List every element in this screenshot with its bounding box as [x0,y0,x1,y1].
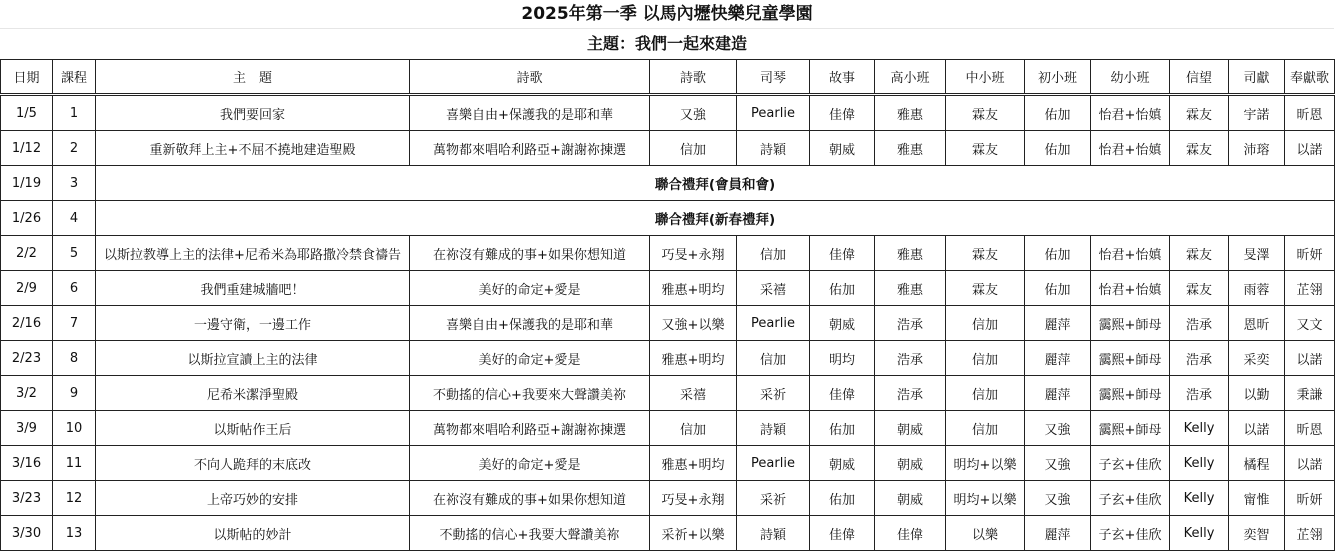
cell-song: 不動搖的信心+我要大聲讚美祢 [410,516,650,551]
cell-pianist: 詩穎 [737,411,810,446]
cell-pianist: 采祈 [737,376,810,411]
cell-kinder-class: 怡君+怡嫃 [1091,95,1170,131]
cell-faith: 霖友 [1170,236,1229,271]
cell-junior-class: 麗萍 [1025,341,1091,376]
cell-upper-class: 浩承 [875,376,946,411]
cell-offering: 采奕 [1229,341,1285,376]
cell-offering: 以勤 [1229,376,1285,411]
cell-lesson: 9 [53,376,96,411]
cell-junior-class: 佑加 [1025,131,1091,166]
cell-junior-class: 麗萍 [1025,376,1091,411]
cell-song-leader: 巧旻+永翔 [650,236,737,271]
cell-lesson: 1 [53,95,96,131]
header-upper-class: 高小班 [875,60,946,95]
page-title: 2025年第一季 以馬內壢快樂兒童學園 [0,0,1334,29]
cell-offering-song: 昕恩 [1285,411,1335,446]
cell-lesson: 4 [53,201,96,236]
header-kinder-class: 幼小班 [1091,60,1170,95]
cell-offering-song: 芷翎 [1285,271,1335,306]
cell-lesson: 11 [53,446,96,481]
header-row [1,60,1335,95]
cell-upper-class: 朝威 [875,481,946,516]
cell-upper-class: 雅惠 [875,131,946,166]
cell-offering-song: 又文 [1285,306,1335,341]
cell-faith: Kelly [1170,516,1229,551]
cell-middle-class: 明均+以樂 [946,446,1025,481]
cell-song: 美好的命定+愛是 [410,271,650,306]
cell-offering-song: 以諾 [1285,446,1335,481]
header-middle-class: 中小班 [946,60,1025,95]
cell-kinder-class: 靄熙+師母 [1091,376,1170,411]
table-row [1,446,1335,481]
cell-story: 佑加 [810,481,875,516]
cell-junior-class: 佑加 [1025,95,1091,131]
cell-kinder-class: 怡君+怡嫃 [1091,271,1170,306]
cell-date: 2/9 [1,271,53,306]
table-row [1,271,1335,306]
cell-junior-class: 又強 [1025,446,1091,481]
table-row [1,131,1335,166]
cell-date: 3/16 [1,446,53,481]
cell-faith: 霖友 [1170,95,1229,131]
cell-story: 佑加 [810,411,875,446]
cell-date: 3/9 [1,411,53,446]
cell-faith: Kelly [1170,411,1229,446]
cell-theme: 我們重建城牆吧！ [96,271,410,306]
header-song-leader: 詩歌 [650,60,737,95]
cell-song: 美好的命定+愛是 [410,341,650,376]
cell-date: 3/2 [1,376,53,411]
table-row [1,306,1335,341]
table-row [1,341,1335,376]
table-row [1,376,1335,411]
cell-middle-class: 霖友 [946,131,1025,166]
cell-faith: Kelly [1170,481,1229,516]
cell-song: 美好的命定+愛是 [410,446,650,481]
cell-date: 2/23 [1,341,53,376]
cell-middle-class: 信加 [946,376,1025,411]
schedule-table [0,59,1335,551]
cell-kinder-class: 子玄+佳欣 [1091,481,1170,516]
cell-junior-class: 又強 [1025,481,1091,516]
header-theme: 主 題 [96,60,410,95]
cell-kinder-class: 怡君+怡嫃 [1091,131,1170,166]
cell-date: 2/16 [1,306,53,341]
header-pianist: 司琴 [737,60,810,95]
cell-song-leader: 雅惠+明均 [650,341,737,376]
cell-song-leader: 采禧 [650,376,737,411]
cell-upper-class: 雅惠 [875,95,946,131]
table-row [1,95,1335,131]
cell-junior-class: 麗萍 [1025,306,1091,341]
header-offering: 司獻 [1229,60,1285,95]
cell-song-leader: 又強+以樂 [650,306,737,341]
cell-middle-class: 信加 [946,306,1025,341]
cell-upper-class: 雅惠 [875,236,946,271]
cell-theme: 以斯帖作王后 [96,411,410,446]
cell-theme: 上帝巧妙的安排 [96,481,410,516]
cell-offering-song: 以諾 [1285,131,1335,166]
cell-pianist: Pearlie [737,306,810,341]
cell-kinder-class: 靄熙+師母 [1091,341,1170,376]
cell-theme: 以斯拉宣讀上主的法律 [96,341,410,376]
cell-middle-class: 霖友 [946,95,1025,131]
cell-faith: 霖友 [1170,271,1229,306]
cell-offering: 甯惟 [1229,481,1285,516]
table-row [1,166,1335,201]
cell-upper-class: 雅惠 [875,271,946,306]
cell-kinder-class: 靄熙+師母 [1091,411,1170,446]
cell-merged-event: 聯合禮拜(會員和會) [96,166,1335,201]
cell-junior-class: 又強 [1025,411,1091,446]
cell-merged-event: 聯合禮拜(新春禮拜) [96,201,1335,236]
cell-song-leader: 信加 [650,131,737,166]
cell-song-leader: 又強 [650,95,737,131]
cell-offering: 恩昕 [1229,306,1285,341]
header-date: 日期 [1,60,53,95]
cell-offering-song: 昕妍 [1285,481,1335,516]
cell-offering: 以諾 [1229,411,1285,446]
cell-lesson: 10 [53,411,96,446]
cell-offering: 旻澤 [1229,236,1285,271]
cell-offering: 宇諾 [1229,95,1285,131]
cell-middle-class: 霖友 [946,271,1025,306]
cell-theme: 以斯拉教導上主的法律+尼希米為耶路撒冷禁食禱告 [96,236,410,271]
cell-middle-class: 明均+以樂 [946,481,1025,516]
table-row [1,481,1335,516]
page-subtitle: 主題：我們一起來建造 [586,34,747,53]
cell-faith: 浩承 [1170,376,1229,411]
cell-pianist: 詩穎 [737,516,810,551]
cell-song: 在祢沒有難成的事+如果你想知道 [410,481,650,516]
cell-middle-class: 以樂 [946,516,1025,551]
cell-lesson: 3 [53,166,96,201]
cell-lesson: 12 [53,481,96,516]
cell-offering-song: 昕妍 [1285,236,1335,271]
cell-theme: 一邊守衛，一邊工作 [96,306,410,341]
cell-story: 佳偉 [810,95,875,131]
cell-junior-class: 佑加 [1025,236,1091,271]
cell-song: 不動搖的信心+我要來大聲讚美祢 [410,376,650,411]
cell-story: 朝威 [810,131,875,166]
header-lesson: 課程 [53,60,96,95]
cell-date: 3/23 [1,481,53,516]
cell-date: 1/5 [1,95,53,131]
cell-pianist: Pearlie [737,95,810,131]
cell-pianist: 采祈 [737,481,810,516]
cell-story: 佑加 [810,271,875,306]
header-faith: 信望 [1170,60,1229,95]
cell-song-leader: 采祈+以樂 [650,516,737,551]
cell-lesson: 2 [53,131,96,166]
cell-song: 萬物都來唱哈利路亞+謝謝祢揀選 [410,131,650,166]
header-offering-song: 奉獻歌 [1285,60,1335,95]
cell-lesson: 8 [53,341,96,376]
cell-theme: 我們要回家 [96,95,410,131]
cell-story: 佳偉 [810,236,875,271]
cell-faith: 浩承 [1170,341,1229,376]
cell-faith: 浩承 [1170,306,1229,341]
cell-story: 朝威 [810,306,875,341]
cell-story: 佳偉 [810,516,875,551]
cell-faith: 霖友 [1170,131,1229,166]
cell-song-leader: 雅惠+明均 [650,446,737,481]
cell-date: 1/26 [1,201,53,236]
table-row [1,516,1335,551]
cell-pianist: 信加 [737,341,810,376]
header-song: 詩歌 [410,60,650,95]
cell-song: 萬物都來唱哈利路亞+謝謝祢揀選 [410,411,650,446]
cell-kinder-class: 子玄+佳欣 [1091,446,1170,481]
cell-date: 1/12 [1,131,53,166]
cell-date: 3/30 [1,516,53,551]
cell-middle-class: 信加 [946,341,1025,376]
cell-lesson: 5 [53,236,96,271]
cell-date: 1/19 [1,166,53,201]
cell-pianist: 詩穎 [737,131,810,166]
cell-offering: 奕智 [1229,516,1285,551]
cell-kinder-class: 靄熙+師母 [1091,306,1170,341]
cell-theme: 以斯帖的妙計 [96,516,410,551]
cell-lesson: 13 [53,516,96,551]
cell-offering: 沛瑢 [1229,131,1285,166]
cell-pianist: 信加 [737,236,810,271]
cell-story: 明均 [810,341,875,376]
cell-pianist: 采禧 [737,271,810,306]
cell-song: 喜樂自由+保護我的是耶和華 [410,306,650,341]
table-row [1,201,1335,236]
cell-upper-class: 朝威 [875,446,946,481]
cell-middle-class: 霖友 [946,236,1025,271]
cell-offering: 雨蓉 [1229,271,1285,306]
cell-theme: 不向人跪拜的末底改 [96,446,410,481]
cell-upper-class: 浩承 [875,341,946,376]
cell-theme: 尼希米潔淨聖殿 [96,376,410,411]
cell-offering-song: 芷翎 [1285,516,1335,551]
header-story: 故事 [810,60,875,95]
cell-kinder-class: 怡君+怡嫃 [1091,236,1170,271]
cell-pianist: Pearlie [737,446,810,481]
table-row [1,411,1335,446]
cell-upper-class: 朝威 [875,411,946,446]
cell-upper-class: 佳偉 [875,516,946,551]
cell-junior-class: 麗萍 [1025,516,1091,551]
cell-song: 喜樂自由+保護我的是耶和華 [410,95,650,131]
cell-story: 佳偉 [810,376,875,411]
cell-song: 在祢沒有難成的事+如果你想知道 [410,236,650,271]
cell-song-leader: 信加 [650,411,737,446]
cell-date: 2/2 [1,236,53,271]
cell-faith: Kelly [1170,446,1229,481]
cell-junior-class: 佑加 [1025,271,1091,306]
cell-offering-song: 以諾 [1285,341,1335,376]
cell-upper-class: 浩承 [875,306,946,341]
header-junior-class: 初小班 [1025,60,1091,95]
cell-lesson: 6 [53,271,96,306]
cell-kinder-class: 子玄+佳欣 [1091,516,1170,551]
cell-lesson: 7 [53,306,96,341]
cell-story: 朝威 [810,446,875,481]
cell-offering-song: 昕恩 [1285,95,1335,131]
cell-theme: 重新敬拜上主+不屈不撓地建造聖殿 [96,131,410,166]
cell-offering-song: 秉謙 [1285,376,1335,411]
cell-song-leader: 巧旻+永翔 [650,481,737,516]
table-row [1,236,1335,271]
cell-offering: 橘程 [1229,446,1285,481]
cell-song-leader: 雅惠+明均 [650,271,737,306]
cell-middle-class: 信加 [946,411,1025,446]
